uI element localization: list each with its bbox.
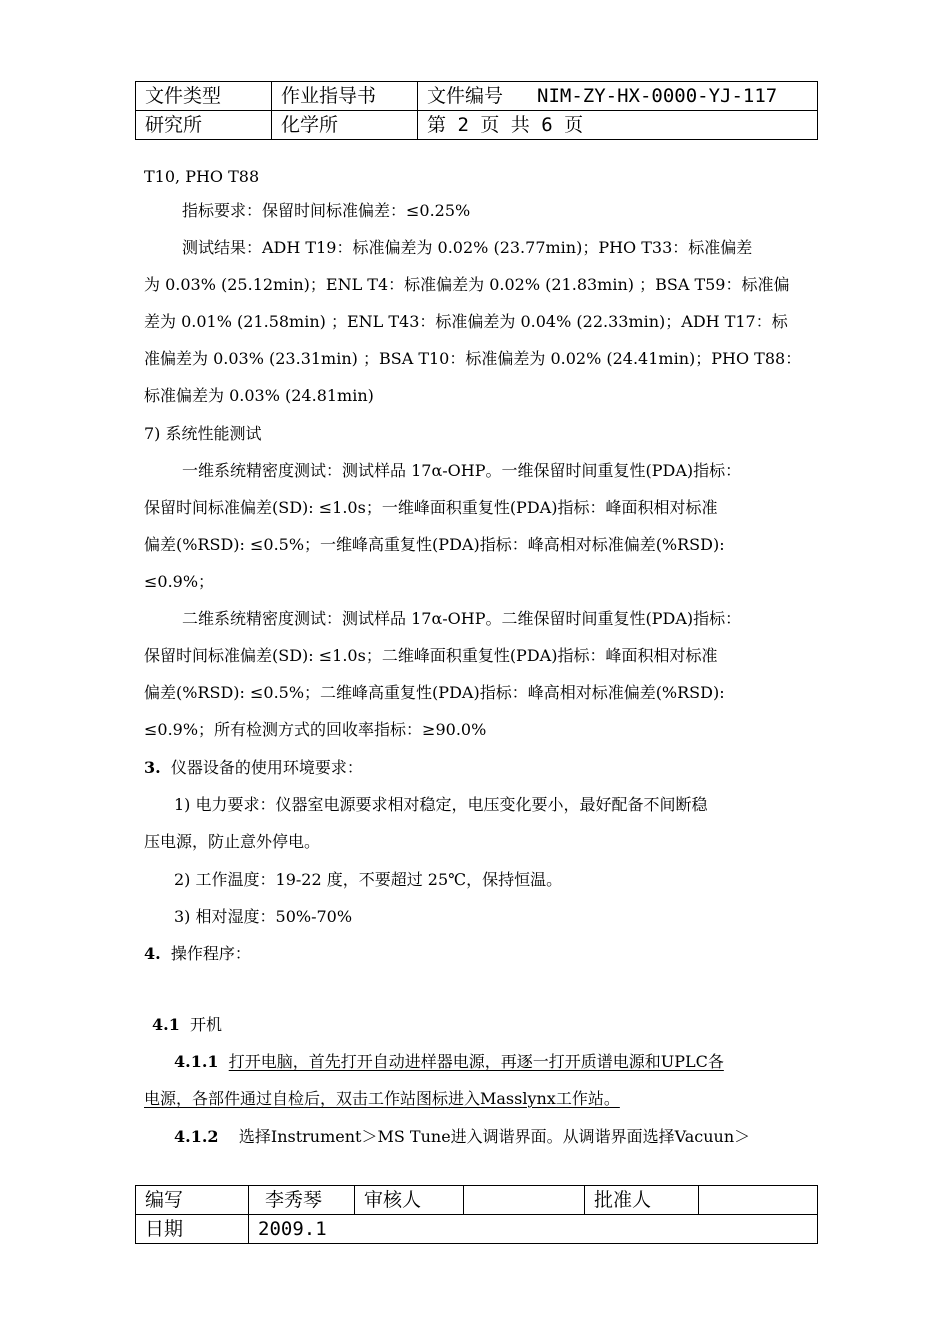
body-line: 电源，各部件通过自检后，双击工作站图标进入Masslynx工作站。: [144, 1089, 620, 1108]
section-title: 操作程序：: [170, 944, 251, 963]
institute-label: 研究所: [136, 111, 272, 140]
approver-value: [699, 1186, 818, 1215]
body-line: 为 0.03% (25.12min)；ENL T4：标准偏差为 0.02% (21.83min) ；BSA T59：标准偏: [144, 275, 790, 294]
body-line: 二维系统精密度测试：测试样品 17α-OHP。二维保留时间重复性(PDA)指标：: [182, 609, 742, 628]
section-number: 4.: [144, 944, 161, 963]
body-line: T10, PHO T88: [144, 167, 260, 186]
file-type-label: 文件类型: [136, 82, 272, 111]
reviewer-label: 审核人: [355, 1186, 464, 1215]
body-line: 2) 工作温度：19-22 度，不要超过 25℃，保持恒温。: [174, 870, 563, 889]
body-line: 测试结果：ADH T19：标准偏差为 0.02% (23.77min)；PHO T33：标准偏差: [182, 238, 753, 257]
body-line: [174, 1125, 750, 1149]
body-line: 准偏差为 0.03% (23.31min) ；BSA T10：标准偏差为 0.02% (24.41min)；PHO T88：: [144, 349, 802, 368]
section-title: 仪器设备的使用环境要求：: [170, 758, 363, 777]
reviewer-value: [464, 1186, 585, 1215]
section-heading-4: [144, 942, 251, 966]
body-line: 偏差(%RSD): ≤0.5%；一维峰高重复性(PDA)指标：峰高相对标准偏差(%RSD):: [144, 535, 725, 554]
body-line: 3) 相对湿度：50%-70%: [174, 907, 353, 926]
section-heading-4-1: [152, 1013, 222, 1037]
body-text: 选择Instrument＞MS Tune进入调谐界面。从调谐界面选择Vacuun＞: [238, 1127, 751, 1146]
body-line: ≤0.9%；所有检测方式的回收率指标：≥90.0%: [144, 720, 487, 739]
body-line: 1) 电力要求：仪器室电源要求相对稳定，电压变化要小，最好配备不间断稳: [174, 795, 708, 814]
body-line: 指标要求：保留时间标准偏差：≤0.25%: [182, 201, 471, 220]
document-header-table: [135, 81, 818, 140]
approver-label: 批准人: [585, 1186, 699, 1215]
underlined-text: 打开电脑，首先打开自动进样器电源，再逐一打开质谱电源和UPLC各: [228, 1052, 724, 1071]
body-line: ≤0.9%；: [144, 572, 215, 591]
file-number-label: 文件编号: [427, 85, 504, 107]
file-number-cell: [418, 82, 818, 111]
section-heading-3: [144, 756, 363, 780]
file-type-value: 作业指导书: [272, 82, 418, 111]
author-value: 李秀琴: [249, 1186, 355, 1215]
header-row-2: [136, 111, 818, 140]
section-title: 开机: [190, 1015, 223, 1034]
date-label: 日期: [136, 1215, 249, 1244]
section-number: 3.: [144, 758, 161, 777]
footer-row-1: [136, 1186, 818, 1215]
body-line: 保留时间标准偏差(SD): ≤1.0s；一维峰面积重复性(PDA)指标：峰面积相对标准: [144, 498, 718, 517]
date-value: 2009.1: [249, 1215, 818, 1244]
section-number: 4.1.2: [174, 1127, 219, 1146]
section-number: 4.1.1: [174, 1052, 219, 1071]
author-label: 编写: [136, 1186, 249, 1215]
header-row-1: [136, 82, 818, 111]
body-line: 标准偏差为 0.03% (24.81min): [144, 386, 374, 405]
document-footer-table: [135, 1185, 818, 1244]
file-number-value: NIM-ZY-HX-0000-YJ-117: [537, 85, 778, 107]
body-line: 偏差(%RSD): ≤0.5%；二维峰高重复性(PDA)指标：峰高相对标准偏差(%RSD):: [144, 683, 725, 702]
body-line: 差为 0.01% (21.58min) ；ENL T43：标准偏差为 0.04% (22.33min)；ADH T17：标: [144, 312, 788, 331]
section-number: 4.1: [152, 1015, 180, 1034]
page-info: 第 2 页 共 6 页: [418, 111, 818, 140]
body-line: 保留时间标准偏差(SD): ≤1.0s；二维峰面积重复性(PDA)指标：峰面积相对标准: [144, 646, 718, 665]
section-heading-7: 7) 系统性能测试: [144, 424, 262, 443]
body-line: [174, 1050, 724, 1074]
footer-row-2: [136, 1215, 818, 1244]
body-line: 压电源，防止意外停电。: [144, 832, 321, 851]
institute-value: 化学所: [272, 111, 418, 140]
body-line: 一维系统精密度测试：测试样品 17α-OHP。一维保留时间重复性(PDA)指标：: [182, 461, 742, 480]
